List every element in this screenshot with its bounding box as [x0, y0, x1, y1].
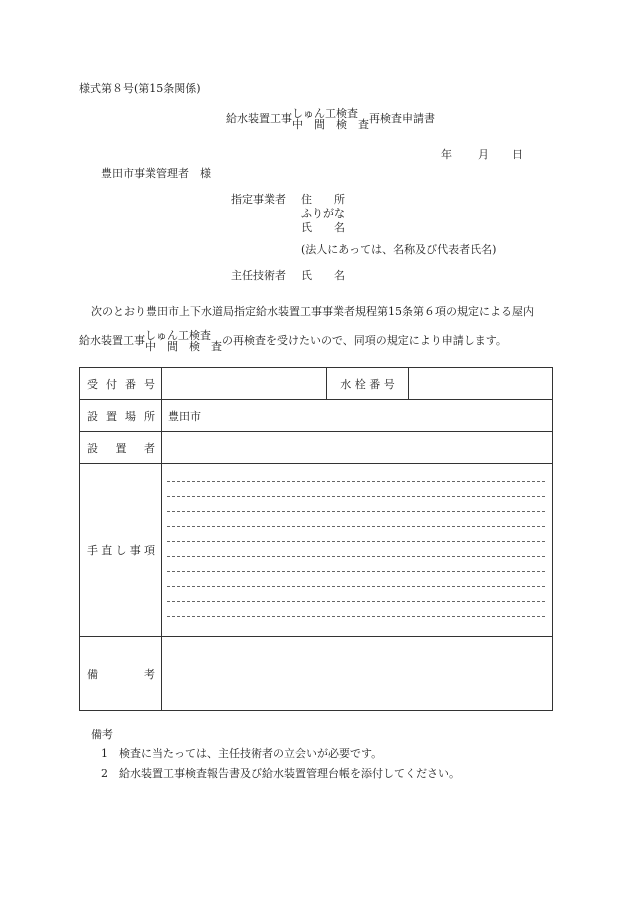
- date-day: 日: [512, 148, 523, 161]
- title-stack-top: しゅん工検査: [292, 107, 358, 120]
- dashed-writing-line: [167, 601, 545, 602]
- reception-number-label: 受 付 番 号: [80, 368, 162, 400]
- address-label: 住 所: [301, 193, 345, 206]
- table-row: [80, 368, 553, 400]
- note-item-number: 2: [101, 767, 108, 780]
- application-table: [79, 367, 553, 711]
- hydrant-number-value[interactable]: [409, 368, 553, 400]
- date-year: 年: [441, 148, 452, 161]
- statement-prefix: 給水装置工事: [79, 334, 145, 347]
- dashed-writing-line: [167, 526, 545, 527]
- furigana-label: ふりがな: [301, 207, 345, 220]
- dashed-writing-line: [167, 556, 545, 557]
- install-location-label: 設 置 場 所: [80, 400, 162, 432]
- title-prefix: 給水装置工事: [226, 112, 292, 125]
- addressee: 豊田市事業管理者 様: [101, 167, 211, 180]
- notes-heading: 備考: [91, 728, 113, 741]
- installer-label: 設 置 者: [80, 432, 162, 464]
- installer-value[interactable]: [162, 432, 553, 464]
- remarks-label: 備 考: [80, 637, 162, 711]
- title-suffix: 再検査申請書: [369, 112, 435, 125]
- name-label: 氏 名: [301, 221, 345, 234]
- form-number: 様式第８号(第15条関係): [79, 82, 201, 95]
- dashed-writing-line: [167, 511, 545, 512]
- statement-line-1: 次のとおり豊田市上下水道局指定給水装置工事事業者規程第15条第６項の規定による屋内: [91, 305, 534, 318]
- note-item-number: 1: [101, 747, 108, 760]
- dashed-writing-line: [167, 481, 545, 482]
- table-row: [80, 637, 553, 711]
- document-title: [226, 108, 435, 130]
- reception-number-value[interactable]: [162, 368, 327, 400]
- dashed-lines: [162, 464, 552, 617]
- title-stack-bottom: 中 間 検 査: [292, 118, 369, 131]
- correction-items-value[interactable]: [162, 464, 553, 637]
- date-month: 月: [478, 148, 489, 161]
- dashed-writing-line: [167, 496, 545, 497]
- chief-name-label: 氏 名: [301, 269, 345, 282]
- note-item-text: 給水装置工事検査報告書及び給水装置管理台帳を添付してください。: [119, 767, 460, 780]
- dashed-writing-line: [167, 616, 545, 617]
- statement-stack-top: しゅん工検査: [145, 329, 211, 342]
- statement-inspection-type: [145, 330, 222, 352]
- dashed-writing-line: [167, 586, 545, 587]
- table-row: [80, 432, 553, 464]
- remarks-value[interactable]: [162, 637, 553, 711]
- note-item-text: 検査に当たっては、主任技術者の立会いが必要です。: [119, 747, 383, 760]
- title-inspection-type: [292, 108, 369, 130]
- hydrant-number-label: 水 栓 番 号: [327, 368, 409, 400]
- statement-suffix: の再検査を受けたいので、同項の規定により申請します。: [222, 334, 507, 347]
- statement-stack-bottom: 中 間 検 査: [145, 340, 222, 353]
- statement-line-2: [79, 330, 507, 352]
- correction-items-label: 手 直 し 事 項: [80, 464, 162, 637]
- corporate-note: (法人にあっては、名称及び代表者氏名): [301, 243, 497, 256]
- chief-engineer-label: 主任技術者: [231, 269, 286, 282]
- designated-business-label: 指定事業者: [231, 193, 286, 206]
- dashed-writing-line: [167, 541, 545, 542]
- table-row: [80, 400, 553, 432]
- table-row: [80, 464, 553, 637]
- dashed-writing-line: [167, 571, 545, 572]
- install-location-value[interactable]: 豊田市: [162, 400, 553, 432]
